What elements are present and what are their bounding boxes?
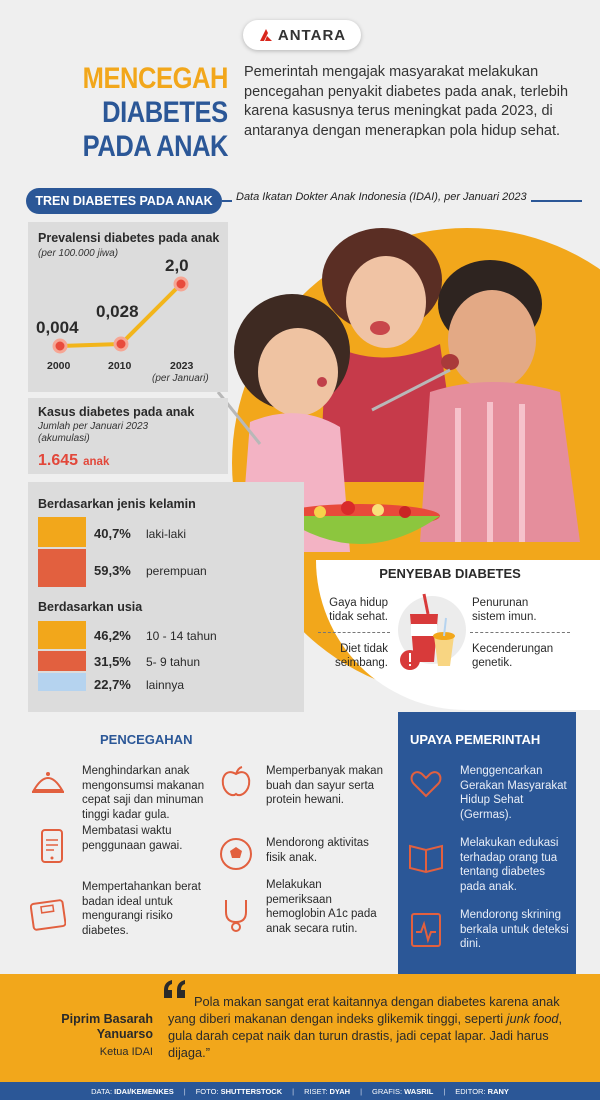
year-2023: 2023 xyxy=(170,360,194,372)
cases-value: 1.645 xyxy=(38,452,79,469)
prevalence-subtitle: (per 100.000 jiwa) xyxy=(38,248,119,259)
age-bar-other xyxy=(38,673,86,691)
government-item-2: Melakukan edukasi terhadap orang tua tentang diabetes pada anak. xyxy=(460,837,559,893)
prevention-item-2: Membatasi waktu penggunaan gawai. xyxy=(82,825,183,852)
age-label-5-9: 5- 9 tahun xyxy=(146,655,201,669)
gender-pct-male: 40,7% xyxy=(94,526,131,541)
title-line-3: PADA ANAK xyxy=(82,130,228,163)
causes-title: PENYEBAB DIABETES xyxy=(379,566,521,581)
prevalence-title: Prevalensi diabetes pada anak xyxy=(38,231,220,245)
age-label-other: lainnya xyxy=(146,678,185,692)
year-2010: 2010 xyxy=(108,360,132,372)
speaker-role: Ketua IDAI xyxy=(99,1046,153,1058)
credit-editor: EDITOR: RANY xyxy=(455,1086,509,1096)
prevention-title: PENCEGAHAN xyxy=(100,732,193,747)
smartphone-icon xyxy=(34,828,70,864)
credit-data: DATA: IDAI/KEMENKES xyxy=(91,1086,174,1096)
antara-triangle-icon xyxy=(258,27,274,43)
gender-label-male: laki-laki xyxy=(146,527,187,541)
credit-research: RISET: DYAH xyxy=(304,1086,351,1096)
prevention-item-3: Mempertahankan berat badan ideal untuk mengurangi risiko diabetes. xyxy=(82,881,201,937)
quote-text-post: , gula darah cepat naik dan turun drastis, jadi cepat lapar. Jadi harus dijaga.” xyxy=(168,1011,563,1060)
cause-genetic: Kecenderungan genetik. xyxy=(472,643,554,669)
government-title: UPAYA PEMERINTAH xyxy=(410,732,541,747)
prevention-item-4: Memperbanyak makan buah dan sayur serta protein hewani. xyxy=(266,765,383,806)
cases-subtitle-1: Jumlah per Januari 2023 xyxy=(38,421,149,432)
cases-title: Kasus diabetes pada anak xyxy=(38,405,195,419)
brand-name: ANTARA xyxy=(277,26,347,44)
cases-subtitle-2: (akumulasi) xyxy=(38,433,90,444)
value-2000: 0,004 xyxy=(36,318,79,337)
age-pct-other: 22,7% xyxy=(94,677,131,692)
soda-cups-icon xyxy=(394,590,470,682)
cause-immune: Penurunan sistem imun. xyxy=(472,597,537,623)
causes-divider-left xyxy=(318,632,390,633)
year-2023-note: (per Januari) xyxy=(152,373,209,384)
cause-diet: Diet tidak seimbang. xyxy=(334,643,388,669)
gender-bar-male xyxy=(38,517,86,547)
government-item-3: Mendorong skrining berkala untuk deteksi dini. xyxy=(460,909,569,950)
point-2000 xyxy=(54,340,66,352)
cases-value-row xyxy=(38,450,109,470)
speaker-name: Piprim Basarah Yanuarso xyxy=(61,1012,153,1041)
clipboard-pulse-icon xyxy=(408,912,444,948)
heart-hand-icon xyxy=(408,766,444,802)
government-item-1: Menggencarkan Gerakan Masyarakat Hidup Sehat (Germas). xyxy=(460,765,567,821)
trend-label: TREN DIABETES PADA ANAK xyxy=(26,188,222,214)
credit-graphics: GRAFIS: WASRIL xyxy=(372,1086,434,1096)
quote-text-pre: Pola makan sangat erat kaitannya dengan diabetes karena anak yang diberi makanan dengan indeks glikemik tinggi, seperti xyxy=(168,994,560,1026)
gender-pct-female: 59,3% xyxy=(94,563,131,578)
food-cloche-icon xyxy=(30,764,66,800)
trend-source: Data Ikatan Dokter Anak Indonesia (IDAI), per Januari 2023 xyxy=(232,191,531,203)
antara-logo xyxy=(243,20,361,50)
quote-text xyxy=(168,993,588,1061)
weighing-scale-icon xyxy=(30,896,66,932)
gender-bar-female xyxy=(38,549,86,587)
title-line-1: MENCEGAH xyxy=(82,62,228,95)
age-label-10-14: 10 - 14 tahun xyxy=(146,629,217,643)
gender-label-female: perempuan xyxy=(146,564,207,578)
title-line-2: DIABETES xyxy=(102,96,228,129)
point-2010 xyxy=(115,338,127,350)
year-2000: 2000 xyxy=(47,360,71,372)
age-bar-10-14 xyxy=(38,621,86,649)
prevention-item-5: Mendorong aktivitas fisik anak. xyxy=(266,837,369,864)
gender-title: Berdasarkan jenis kelamin xyxy=(38,497,196,511)
prevention-item-1: Menghindarkan anak mengonsumsi makanan cepat saji dan minuman tinggi kadar gula. xyxy=(82,765,205,821)
quote-text-em: junk food xyxy=(506,1011,559,1026)
value-2023: 2,0 xyxy=(165,256,189,275)
open-book-icon xyxy=(408,838,444,874)
credit-photo: FOTO: SHUTTERSTOCK xyxy=(195,1086,283,1096)
intro-paragraph: Pemerintah mengajak masyarakat melakukan pencegahan penyakit diabetes pada anak, terlebih karena kasusnya terus meningkat pada 2023, di antaranya dengan menerapkan pola hidup sehat. xyxy=(244,64,569,139)
cases-unit: anak xyxy=(83,456,110,468)
stethoscope-icon xyxy=(218,896,254,932)
age-pct-5-9: 31,5% xyxy=(94,654,131,669)
value-2010: 0,028 xyxy=(96,302,139,321)
age-title: Berdasarkan usia xyxy=(38,600,143,614)
age-bar-5-9 xyxy=(38,651,86,671)
causes-divider-right xyxy=(470,632,570,633)
prevention-item-6: Melakukan pemeriksaan hemoglobin A1c pada anak secara rutin. xyxy=(266,879,377,935)
point-2023 xyxy=(175,278,187,290)
apple-icon xyxy=(218,764,254,800)
age-pct-10-14: 46,2% xyxy=(94,628,131,643)
cause-lifestyle: Gaya hidup tidak sehat. xyxy=(329,597,388,623)
credits-footer: DATA: IDAI/KEMENKES | FOTO: SHUTTERSTOCK | RISET: DYAH | GRAFIS: WASRIL | EDITOR: RANY xyxy=(0,1082,600,1100)
soccer-ball-icon xyxy=(218,836,254,872)
